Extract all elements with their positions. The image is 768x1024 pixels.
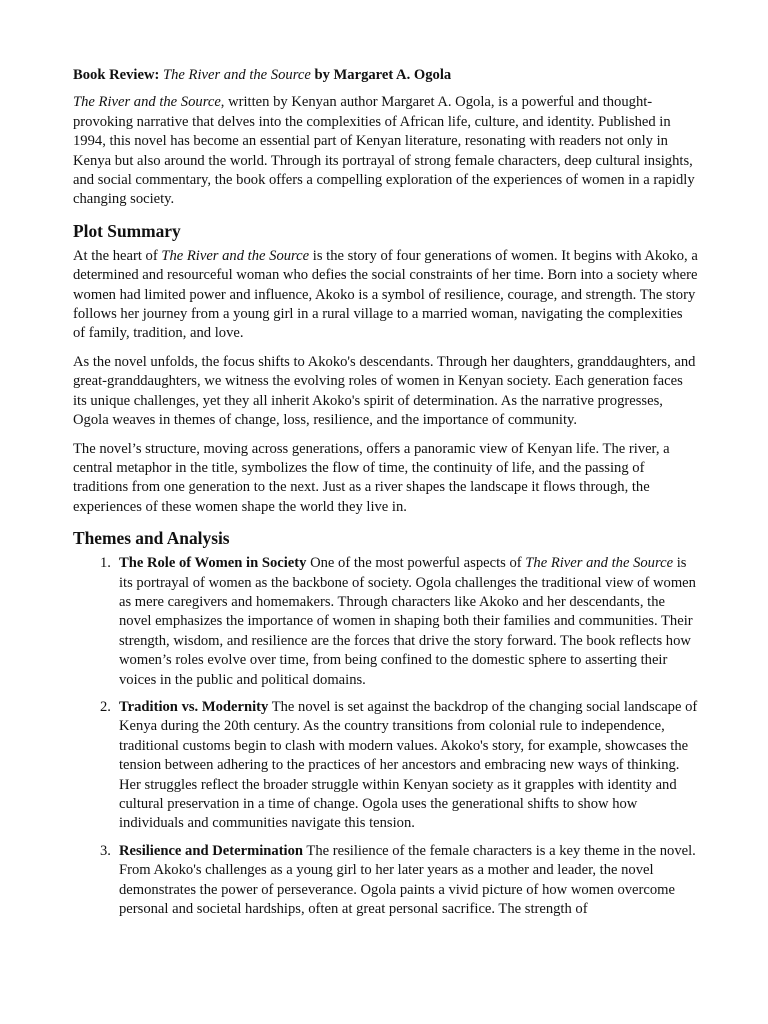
list-item: [100, 842, 698, 920]
theme-title: Resilience and Determination: [119, 842, 304, 859]
list-item-number: 2.: [100, 698, 111, 715]
review-label: Book Review:: [73, 67, 160, 83]
review-title: [73, 66, 698, 85]
themes-heading: Themes and Analysis: [73, 528, 230, 549]
list-item-number: 1.: [100, 555, 111, 572]
theme-text-before: One of the most powerful aspects of: [306, 555, 526, 572]
plot-p1-before: At the heart of: [73, 247, 162, 264]
theme-text-after: is its portrayal of women as the backbone of society. Ogola challenges the traditional view of women as mere caregivers and homemakers. Through characters like Akoko and her descendants, the novel emphasizes the importance of women in shaping both their families and communities. Their strength, wisdom, and resilience are the forces that drive the story forward. The book reflects how women’s roles evolve over time, from being confined to the domestic sphere to asserting their voices in the public and political domains.: [119, 555, 696, 688]
list-item: [100, 554, 698, 690]
plot-paragraph-3: The novel’s structure, moving across generations, offers a panoramic view of Kenyan life. The river, a central metaphor in the title, symbolizes the flow of time, the continuity of life, and the passing of traditions from one generation to the next. Just as a river shapes the landscape it flows through, the experiences of these women shape the world they live in.: [73, 440, 670, 515]
plot-summary-heading: Plot Summary: [73, 220, 181, 241]
theme-title: The Role of Women in Society: [119, 555, 307, 572]
intro-text: , written by Kenyan author Margaret A. Ogola, is a powerful and thought-provoking narrative that delves into the complexities of African life, culture, and identity. Published in 1994, this novel has become an essential part of Kenyan literature, resonating with readers not only in Kenya but also around the world. Through its portrayal of strong female characters, deep cultural insights, and social commentary, the book offers a compelling exploration of the experiences of women in a rapidly changing society.: [73, 94, 695, 208]
intro-book-title: The River and the Source: [73, 94, 221, 111]
list-item-number: 3.: [100, 842, 111, 859]
book-title: The River and the Source: [163, 67, 311, 83]
theme-title: Tradition vs. Modernity: [119, 698, 269, 715]
plot-paragraph-2: As the novel unfolds, the focus shifts to Akoko's descendants. Through her daughters, granddaughters, and great-granddaughters, we witness the evolving roles of women in Kenyan society. Each generation faces its unique challenges, yet they all inherit Akoko's spirit of determination. As the narrative progresses, Ogola weaves in themes of change, loss, resilience, and the importance of community.: [73, 353, 696, 429]
plot-paragraph-1: [73, 247, 698, 344]
document-page: [73, 66, 698, 927]
theme-text: The resilience of the female characters is a key theme in the novel. From Akoko's challenges as a young girl to her later years as a mother and leader, the novel demonstrates the power of perseverance. Ogola paints a vivid picture of how women overcome personal and societal hardships, often at great personal sacrifice. The strength of: [119, 842, 696, 918]
plot-p1-after: is the story of four generations of women. It begins with Akoko, a determined and resourceful woman who defies the social constraints of her time. Born into a society where women had limited power and influence, Akoko is a symbol of resilience, courage, and strength. The story follows her journey from a young girl in a rural village to a married woman, navigating the complexities of family, tradition, and love.: [73, 247, 698, 342]
list-item: [100, 698, 698, 834]
book-author: by Margaret A. Ogola: [314, 67, 452, 83]
intro-paragraph: [73, 93, 698, 209]
plot-p1-title: The River and the Source: [161, 247, 310, 264]
theme-text: The novel is set against the backdrop of the changing social landscape of Kenya during the 20th century. As the country transitions from colonial rule to independence, traditional customs begin to clash with modern values. Akoko's story, for example, showcases the tension between adhering to the practices of her ancestors and embracing new ways of thinking. Her struggles reflect the broader struggle within Kenyan society as it grapples with identity and cultural preservation in a time of change. Ogola uses the generational shifts to show how individuals and communities navigate this tension.: [119, 698, 698, 832]
themes-list: [73, 554, 698, 919]
theme-book-title: The River and the Source: [525, 555, 674, 572]
